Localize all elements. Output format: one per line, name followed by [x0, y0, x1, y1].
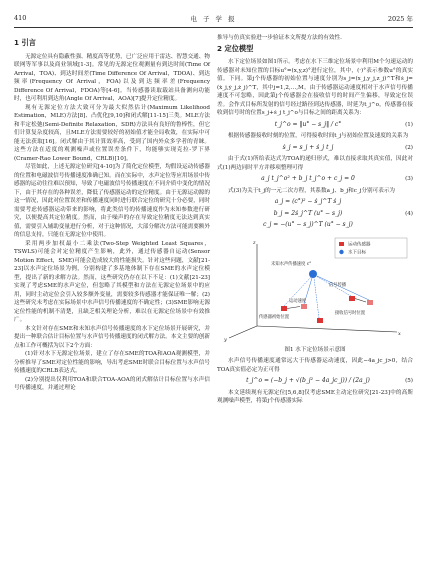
intro-paragraph-4: 采用两步加权最小二乘法(Two-Step Weighted Least Squares，TSWLS)可能会对定位精度产生影响，此外，通过传感器自运动(Sensor Motion Effect，SME)可能会造成较大的性能损失。针对这些问题，文献[21-23]以水声定位场景为例，分别构建了多基地体制下存在SME的水声定位模型，提出了新的求解方法。然而，这些研究仍存在以下不足：(1)文献[21-23]实现了考虑SME的水声定位，但忽略了其模型和方法在无源定位场景中的应用，同时主动定位会引入较多额外变量，需要较多传感器才能保证唯一解；(2)这些研究未考虑在实际场景中水声信号传播速度的不确定性；(3)SME影响无源定位性能的机制不清楚，且缺乏相关理论分析，难以在无源定位场景中有效推广。: [14, 240, 210, 323]
legend-box: [335, 238, 407, 258]
header-rule: [14, 27, 413, 28]
y-axis: [229, 326, 257, 338]
top-right-text: 推导与仿真实验进一步验证本文所提方法的有效性.: [217, 35, 342, 41]
intro-paragraph-6: (1)针对水下无源定位场景，建立了存在SME的TOA和AOA观测模型，并分析推导了SME对定位性能的影响，导出考虑SME时联合目标位置与水声信号传播速度的CRLB表达式。: [14, 351, 210, 374]
equation-2: ṡ_j = s_j + ṡ_j t_j (2): [282, 143, 413, 151]
left-column: [14, 34, 210, 393]
journal-title: 电 子 学 报: [190, 15, 237, 23]
intro-paragraph-1: 无源定位具有隐蔽性强、精度高等优势，已广泛应用于雷达、智慧交通、物联网等军事以及商业领域[1-3]。常见的无源定位观测量有到达时间(Time Of Arrival，TOA)、到达时间差(Time Difference Of Arrival，TDOA)、到达频率(Frequency Of Arrival，FOA)以及到达频率差(Frequency Difference Of Arrival，FDOA)等[4-6]。当传感器读取载站具备测向功能时，也可利用到达角(Angle Of Arrival，AOA)[7]提升定位精度。: [14, 53, 210, 102]
label-speed: 运动速度: [289, 298, 307, 304]
target-label: 未知水声传播速度 c°: [271, 261, 312, 267]
model-paragraph-2: 根据传感器接收时刻的位置，可得接收时间t_j与初始位置及速度的关系为: [228, 133, 409, 139]
y-axis-label: y: [224, 336, 227, 343]
figure-1: [217, 234, 413, 344]
section-intro-heading: 1 引言: [14, 38, 36, 47]
model-paragraph-6: 本文延续现有无源定位[5,6,8]仅考虑SME主动定位研究[21-23]中的高斯观测噪声模型，将第j个传感器实际: [217, 389, 413, 404]
intro-paragraph-3: 尽管如此，上述无源定位研究[4-10]为了简化定位模型，均假设运动传感器的位置和电磁波信号传播速度准确已知。而在实际中，水声定位等应用场景中传感器的运动往往难以预知，导致了电磁波信号传播速度在不同介质中变化的情况下，由于其存在的各种误差，降低了传感器运动的定位精度。由于无源运动源的这一情况，因此对位置误差和传播速度同时进行联合定位的研究十分必要，同时需要考虑传感器运动带来的影响，将此类信号的传播速度作为未知参数进行研究，以便提高其定位精度。然而，由于噪声的存在导致定位精度无法达到真实值，需要引入辅助变量进行分析，对于这种情况，大部分解决方法可能需要额外的信息支持，只能在无源定位中使用。: [14, 164, 210, 238]
sensor-legend-icon: [339, 242, 344, 246]
sensor-1-receive: [301, 304, 307, 309]
section-model-heading: 2 定位模型: [217, 43, 254, 53]
intro-paragraph-2: 现有无源定位方法大致可分为最大似然估计(Maximum Likelihood Estimation，MLE)方法[8]、凸优化[9,10]和闭式解[11-15]三类。MLE方法和半定松弛(Semi-Definite Relaxation，SDR)方法具有良好的鲁棒性，但它们计算复杂度较高，且MLE方法需要较好的初始值才能全局收敛，在实际中可能无法获取[16]。闭式解由于其计算效率高，受到了国内外众多学者的青睐。这些方法在适度的观测噪声或位置误差条件下，均能够实现克拉-罗下界(Cramer-Rao Lower Bound，CRLB)[10]。: [14, 104, 210, 162]
model-paragraph-3: 由于式(1)所给表达式为TOA的递归形式，难以直接求取其真实值，因此对式(1)两边同时平方并移项整理可得: [217, 156, 413, 171]
sensor-2-velocity-arrow: [355, 298, 366, 302]
sensor-1-velocity-arrow: [287, 306, 300, 308]
page-header: [14, 14, 413, 26]
legend-sensor-label: 运动传感器: [348, 242, 371, 247]
sensor-1-initial: [281, 306, 287, 311]
legend-target-label: 水下目标: [348, 250, 366, 255]
equation-5: t_j^o = (−b_j + √(b_j² − 4a_jc_j)) / (2a_j) (5): [246, 377, 413, 384]
target-legend-icon: [339, 249, 343, 253]
sensor-3-initial: [317, 318, 323, 323]
sensor-2-initial: [349, 296, 355, 301]
intro-paragraph-7: (2)分别提出仅利用TOA和联合TOA-AOA的闭式解估计目标位置与水声信号传播速度，并通过理论: [14, 376, 210, 391]
target-marker: [309, 270, 317, 278]
sensor-3-signal-path: [314, 278, 319, 318]
equation-3: a_j t_j^o² + b_j t_j^o + c_j = 0 (3): [261, 175, 413, 182]
equation-1: t_j^o = ‖u° − s_j‖ / c° (1): [274, 120, 413, 128]
issue-year: 2025 年: [387, 15, 413, 23]
label-receive-position: 接收信号时位置: [335, 310, 366, 316]
sensor-2-receive: [367, 300, 373, 305]
figure-1-diagram: [217, 234, 413, 344]
label-signal: 信号传播: [329, 282, 347, 288]
model-paragraph-5: 水声信号传播速度通常远大于传感器运动速度，因此−4a_jc_j>0，结合TOA真实值必定为正可得: [217, 358, 413, 373]
equation-4b: b_j = 2ṡ_j^T (u° − s_j) (4): [273, 209, 413, 217]
figure-1-caption: 图1 水下定位场景示意图: [284, 346, 346, 353]
equation-4a: a_j = (c°)² − ṡ_j^T ṡ_j: [274, 198, 342, 205]
equation-4c: c_j = −(u° − s_j)^T (u° − s_j): [263, 221, 353, 228]
model-paragraph-1: 水下定位场景如图1所示。考虑在水下三维定位场景中利用M个匀速运动的传感器对未知位置的目标u°=(x,y,z)°进行定位，其中，(·)°表示参数u°的真实值。下同。第j个传感器的初始位置与速度分别为s_j=(x_j,y_j,z_j)^T和ṡ_j=(ẋ_j,ẏ_j,ż_j)^T，其中j=1,2,…,M。由于传感器运动速度相对于水声信号传播速度不可忽略，因此第j个传感器会在接收信号的时间产生偏移，导致定位误差。会作式目标所发射的信号经过路径到达传感器，时延为t_j^o，传感器在接收到信号时的位置s_j+ṡ_j t_j^o与目标之间的距离关系为：: [217, 59, 413, 116]
x-axis: [257, 326, 397, 332]
z-axis-label: z: [253, 239, 256, 246]
right-column: [217, 34, 413, 406]
page-number: 410: [14, 14, 27, 22]
intro-paragraph-5: 本文针对存在SME和未知水声信号传播速度的水下定位场景开展研究，并提出一种联合估计目标位置与水声信号传播速度的闭式解方法。本文主要的创新点和工作可概括为以下2个方面：: [14, 325, 210, 349]
label-initial-position: 传感器初始位置: [259, 314, 290, 320]
x-axis-label: x: [398, 330, 401, 337]
model-paragraph-4: 式(3)为关于t_j的一元二次方程，其系数a_j、b_j和c_j分别可表示为: [228, 187, 396, 194]
sensor-2-receive-path: [317, 276, 369, 300]
